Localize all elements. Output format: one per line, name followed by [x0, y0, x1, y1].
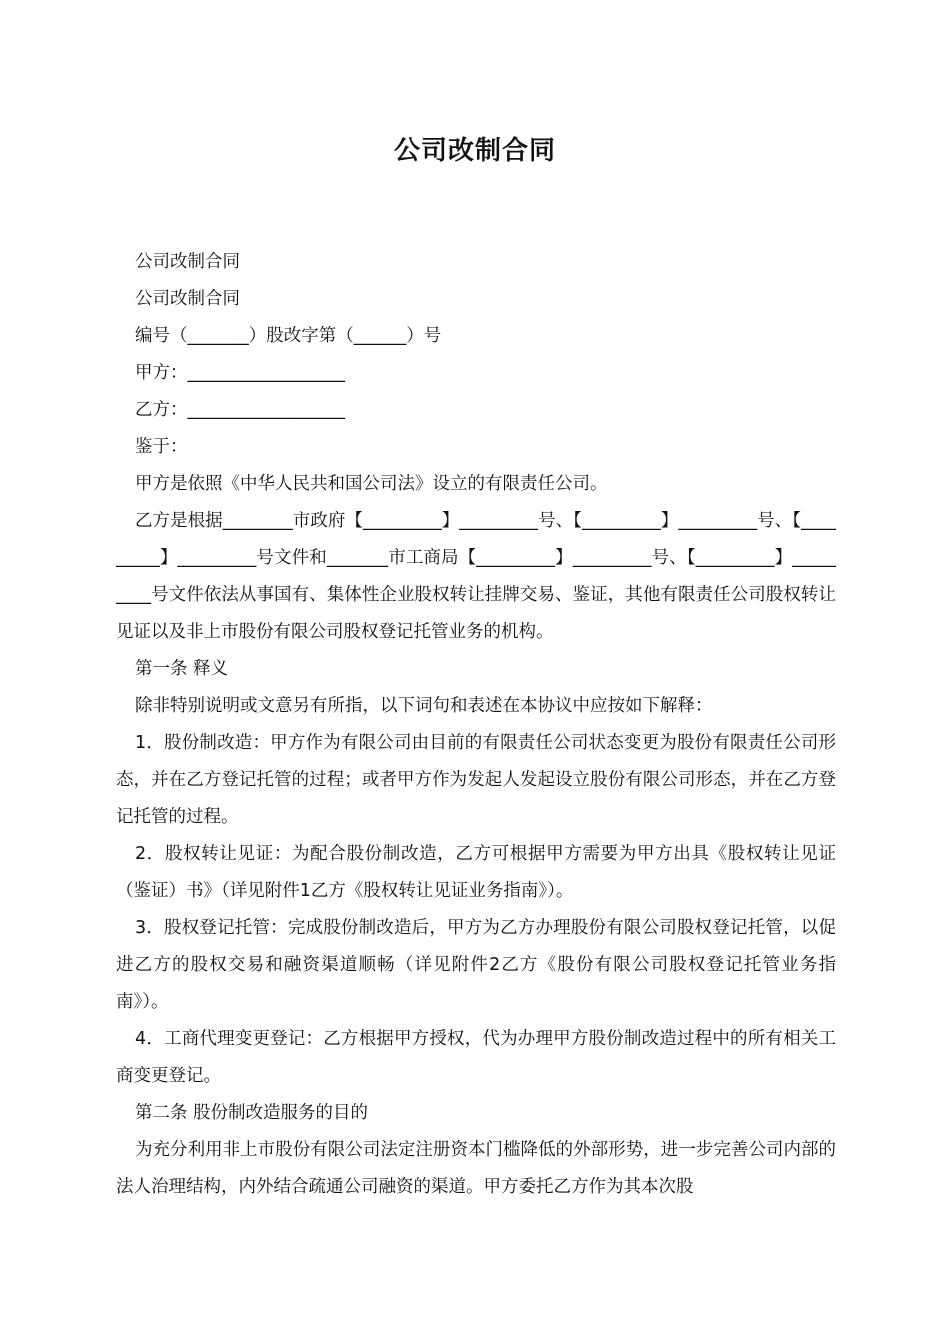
definition-1: 1．股份制改造：甲方作为有限公司由目前的有限责任公司状态变更为股份有限责任公司形态，并在乙方登记托管的过程；或者甲方作为发起人发起设立股份有限公司形态，并在乙方登记托管的过程。 — [116, 733, 836, 827]
party-a-line: 甲方：__________________ — [135, 363, 345, 383]
whereas-label: 鉴于： — [135, 437, 188, 457]
document-body — [116, 244, 836, 1206]
contract-number-line: 编号（_______）股改字第（______）号 — [135, 326, 442, 346]
article-1-heading: 第一条 释义 — [135, 659, 229, 679]
definition-2: 2．股权转让见证：为配合股份制改造，乙方可根据甲方需要为甲方出具《股权转让见证（鉴证）书》（详见附件1乙方《股权转让见证业务指南》）。 — [116, 844, 836, 901]
paragraph-heading-repeat-2: 公司改制合同 — [135, 289, 240, 309]
definition-4: 4．工商代理变更登记：乙方根据甲方授权，代为办理甲方股份制改造过程中的所有相关工商变更登记。 — [116, 1029, 836, 1086]
definition-3: 3．股权登记托管：完成股份制改造后，甲方为乙方办理股份有限公司股权登记托管，以促进乙方的股权交易和融资渠道顺畅（详见附件2乙方《股份有限公司股权登记托管业务指南》）。 — [116, 918, 836, 1012]
article-2-heading: 第二条 股份制改造服务的目的 — [135, 1103, 369, 1123]
document-title: 公司改制合同 — [393, 136, 556, 166]
definitions-intro: 除非特别说明或文意另有所指，以下词句和表述在本协议中应按如下解释： — [135, 696, 713, 716]
party-b-recital: 乙方是根据________市政府【_________】_________号、【_________】_________号、【_________】_________号文件和_______市工商局【_________】_________号、【_________】_________号文件依法从事国有、集体性企业股权转让挂牌交易、鉴证，其他有限责任公司股权转让见证以及非上市股份有限公司股权登记托管业务的机构。 — [116, 511, 836, 642]
article-2-body: 为充分利用非上市股份有限公司法定注册资本门槛降低的外部形势，进一步完善公司内部的法人治理结构，内外结合疏通公司融资的渠道。甲方委托乙方作为其本次股 — [116, 1140, 836, 1197]
party-b-line: 乙方：__________________ — [135, 400, 345, 420]
party-a-recital: 甲方是依照《中华人民共和国公司法》设立的有限责任公司。 — [135, 474, 608, 494]
paragraph-heading-repeat-1: 公司改制合同 — [135, 252, 240, 272]
